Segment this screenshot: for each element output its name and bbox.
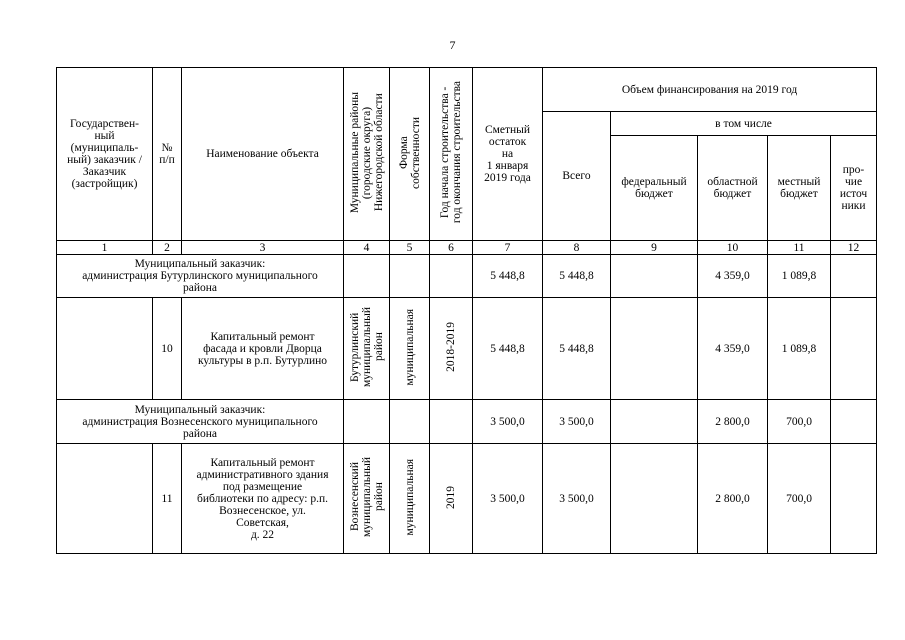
empty-cell <box>430 400 473 444</box>
other-sources <box>831 298 877 400</box>
header-ownership: Форма собственности <box>390 68 430 241</box>
column-number: 1 <box>57 241 153 255</box>
federal-budget <box>611 298 698 400</box>
object-name: Капитальный ремонт административного здания под размещение библиотеки по адресу: р.п. Вознесенское, ул. Советская, д. 22 <box>182 444 344 554</box>
object-district: Бутурлинский муниципальный район <box>344 298 390 400</box>
empty-cell <box>57 298 153 400</box>
estimated-balance: 3 500,0 <box>473 444 543 554</box>
object-row <box>57 298 877 400</box>
column-number: 5 <box>390 241 430 255</box>
customer-title: Муниципальный заказчик: администрация Бутурлинского муниципального района <box>57 255 344 298</box>
object-ownership: муниципальная <box>390 444 430 554</box>
federal-budget <box>611 444 698 554</box>
column-number: 10 <box>698 241 768 255</box>
header-regional: областной бюджет <box>698 136 768 241</box>
object-years: 2018-2019 <box>430 298 473 400</box>
header-years: Год начала строительства - год окончания строительства <box>430 68 473 241</box>
local-budget: 700,0 <box>768 400 831 444</box>
column-number: 3 <box>182 241 344 255</box>
header-num: № п/п <box>153 68 182 241</box>
total-funding: 5 448,8 <box>543 255 611 298</box>
header-row-1 <box>57 68 877 112</box>
object-years: 2019 <box>430 444 473 554</box>
federal-budget <box>611 400 698 444</box>
other-sources <box>831 444 877 554</box>
header-estimated: Сметный остаток на 1 января 2019 года <box>473 68 543 241</box>
column-number: 6 <box>430 241 473 255</box>
regional-budget: 2 800,0 <box>698 444 768 554</box>
column-number: 7 <box>473 241 543 255</box>
financing-table <box>56 67 877 554</box>
customer-row <box>57 255 877 298</box>
regional-budget: 4 359,0 <box>698 298 768 400</box>
empty-cell <box>57 444 153 554</box>
empty-cell <box>344 255 390 298</box>
header-including: в том числе <box>611 112 877 136</box>
column-number-row <box>57 241 877 255</box>
other-sources <box>831 255 877 298</box>
empty-cell <box>430 255 473 298</box>
local-budget: 1 089,8 <box>768 255 831 298</box>
object-row <box>57 444 877 554</box>
federal-budget <box>611 255 698 298</box>
header-object-name: Наименование объекта <box>182 68 344 241</box>
regional-budget: 2 800,0 <box>698 400 768 444</box>
empty-cell <box>390 400 430 444</box>
local-budget: 700,0 <box>768 444 831 554</box>
header-federal: федеральный бюджет <box>611 136 698 241</box>
customer-row <box>57 400 877 444</box>
column-number: 11 <box>768 241 831 255</box>
empty-cell <box>344 400 390 444</box>
page-number: 7 <box>449 38 456 52</box>
estimated-balance: 5 448,8 <box>473 255 543 298</box>
empty-cell <box>390 255 430 298</box>
object-district: Вознесенский муниципальный район <box>344 444 390 554</box>
header-local: местный бюджет <box>768 136 831 241</box>
column-number: 12 <box>831 241 877 255</box>
object-number: 10 <box>153 298 182 400</box>
local-budget: 1 089,8 <box>768 298 831 400</box>
object-ownership: муниципальная <box>390 298 430 400</box>
estimated-balance: 5 448,8 <box>473 298 543 400</box>
other-sources <box>831 400 877 444</box>
header-districts: Муниципальные районы (городские округа) Нижегородской области <box>344 68 390 241</box>
total-funding: 3 500,0 <box>543 400 611 444</box>
total-funding: 5 448,8 <box>543 298 611 400</box>
customer-title: Муниципальный заказчик: администрация Вознесенского муниципального района <box>57 400 344 444</box>
column-number: 8 <box>543 241 611 255</box>
header-funding-title: Объем финансирования на 2019 год <box>543 68 877 112</box>
header-other: про- чие источ ники <box>831 136 877 241</box>
header-total: Всего <box>543 112 611 241</box>
object-number: 11 <box>153 444 182 554</box>
column-number: 9 <box>611 241 698 255</box>
header-customer: Государствен- ный (муниципаль- ный) заказчик / Заказчик (застройщик) <box>57 68 153 241</box>
column-number: 2 <box>153 241 182 255</box>
total-funding: 3 500,0 <box>543 444 611 554</box>
regional-budget: 4 359,0 <box>698 255 768 298</box>
column-number: 4 <box>344 241 390 255</box>
estimated-balance: 3 500,0 <box>473 400 543 444</box>
object-name: Капитальный ремонт фасада и кровли Дворца культуры в р.п. Бутурлино <box>182 298 344 400</box>
